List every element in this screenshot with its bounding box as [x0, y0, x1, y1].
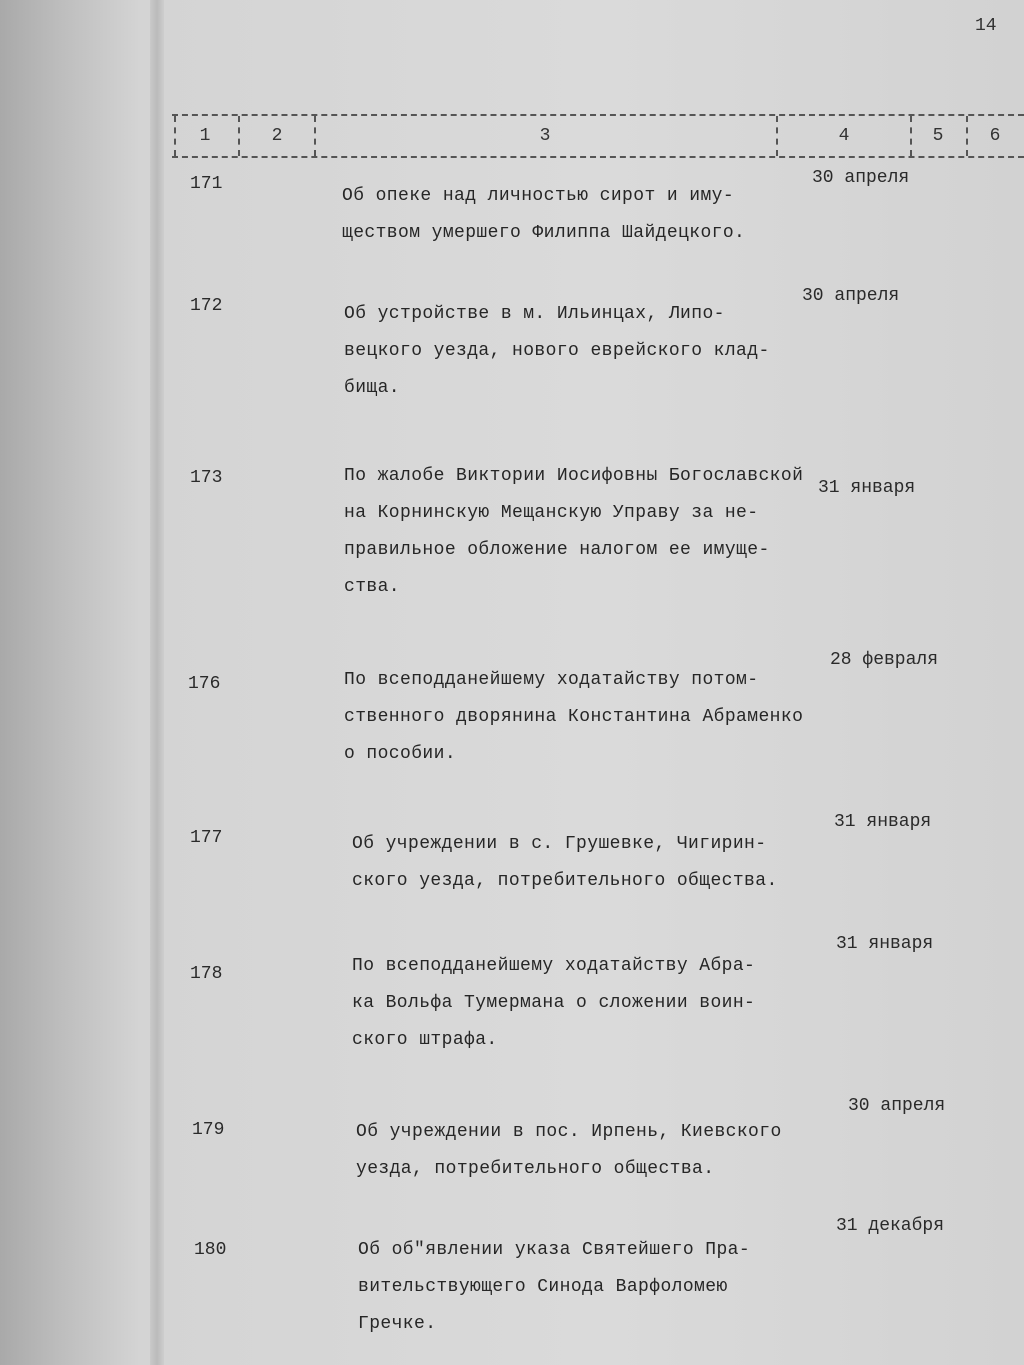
header-separator — [910, 116, 912, 156]
header-col-5: 5 — [932, 126, 944, 146]
entry-line: По всеподданейшему ходатайству Абра- — [352, 956, 756, 976]
entry-description — [344, 662, 844, 773]
entry-number: 173 — [190, 468, 223, 488]
entry-number: 176 — [188, 674, 221, 694]
entry-line: Об об"явлении указа Святейшего Пра- — [358, 1240, 751, 1260]
entry-date: 28 февраля — [830, 650, 939, 670]
entry-line: Об учреждении в пос. Ирпень, Киевского — [356, 1122, 782, 1142]
entry-number: 171 — [190, 174, 223, 194]
entry-line: Об устройстве в м. Ильинцах, Липо- — [344, 304, 725, 324]
header-col-1: 1 — [199, 126, 211, 146]
entry-number: 172 — [190, 296, 223, 316]
entry-date: 31 января — [818, 478, 916, 498]
header-col-2: 2 — [271, 126, 283, 146]
entry-line: вецкого уезда, нового еврейского клад- — [344, 341, 770, 361]
entry-date: 30 апреля — [802, 286, 900, 306]
entry-date: 31 декабря — [836, 1216, 945, 1236]
entry-number: 180 — [194, 1240, 227, 1260]
entry-line: Об учреждении в с. Грушевке, Чигирин- — [352, 834, 767, 854]
entry-number: 179 — [192, 1120, 225, 1140]
entry-number: 177 — [190, 828, 223, 848]
entry-line: вительствующего Синода Варфоломею — [358, 1277, 728, 1297]
entry-line: на Корнинскую Мещанскую Управу за не- — [344, 503, 759, 523]
entry-description — [358, 1232, 828, 1343]
entry-line: ского уезда, потребительного общества. — [352, 871, 778, 891]
header-col-3: 3 — [539, 126, 551, 146]
entry-description — [352, 948, 822, 1059]
header-separator — [174, 116, 176, 156]
entry-line: Об опеке над личностью сирот и иму- — [342, 186, 735, 206]
page-fold-shadow — [150, 0, 164, 1365]
entry-date: 30 апреля — [812, 168, 910, 188]
header-col-4: 4 — [838, 126, 850, 146]
entry-line: ского штрафа. — [352, 1030, 498, 1050]
header-separator — [314, 116, 316, 156]
entry-line: правильное обложение налогом ее имуще- — [344, 540, 770, 560]
entry-number: 178 — [190, 964, 223, 984]
entry-description — [342, 178, 812, 252]
entry-description — [356, 1114, 846, 1188]
entry-line: По жалобе Виктории Иосифовны Богославской — [344, 466, 804, 486]
entry-date: 31 января — [834, 812, 932, 832]
entry-line: уезда, потребительного общества. — [356, 1159, 715, 1179]
entry-date: 31 января — [836, 934, 934, 954]
entry-line: По всеподданейшему ходатайству потом- — [344, 670, 759, 690]
entry-line: ственного дворянина Константина Абраменко — [344, 707, 804, 727]
entry-line: ществом умершего Филиппа Шайдецкого. — [342, 223, 746, 243]
entry-line: о пособии. — [344, 744, 457, 764]
entry-line: ства. — [344, 577, 401, 597]
header-separator — [238, 116, 240, 156]
header-separator — [966, 116, 968, 156]
header-separator — [776, 116, 778, 156]
table-header-row — [172, 114, 1024, 158]
header-col-6: 6 — [989, 126, 1001, 146]
entry-description — [344, 458, 864, 606]
entry-line: бища. — [344, 378, 401, 398]
entry-description — [352, 826, 822, 900]
entry-line: ка Вольфа Тумермана о сложении воин- — [352, 993, 756, 1013]
entry-description — [344, 296, 814, 407]
entry-date: 30 апреля — [848, 1096, 946, 1116]
entry-line: Гречке. — [358, 1314, 437, 1334]
page-number: 14 — [975, 16, 997, 36]
